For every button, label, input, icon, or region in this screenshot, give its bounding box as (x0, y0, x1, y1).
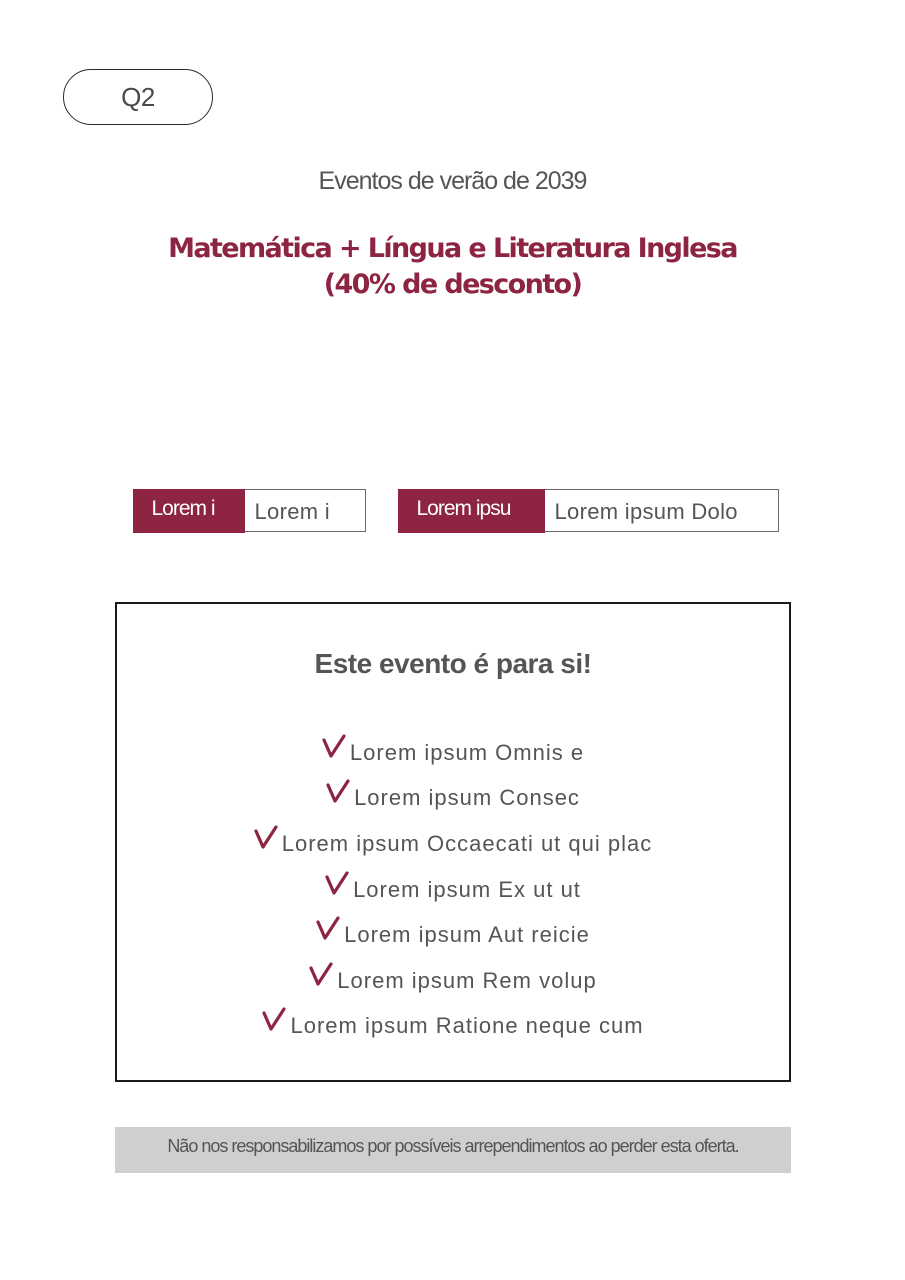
checklist-item-text: Lorem ipsum Ratione neque cum (290, 1013, 644, 1039)
checklist-item-text: Lorem ipsum Rem volup (337, 967, 597, 993)
audience-box-title: Este evento é para si! (314, 648, 592, 679)
checklist-item-text: Lorem ipsum Occaecati ut qui plac (281, 830, 653, 856)
checklist-item (117, 776, 789, 822)
checkmark-icon (316, 916, 340, 942)
checklist-item-text: Lorem ipsum Omnis e (349, 739, 585, 765)
checklist-item-text: Lorem ipsum Aut reicie (344, 922, 590, 948)
checklist-item-text: Lorem ipsum Ex ut ut (353, 876, 581, 902)
disclaimer-banner (115, 1127, 791, 1173)
checklist-item (117, 1004, 789, 1050)
info-tag-2-label: Lorem ipsu (398, 489, 545, 533)
quarter-badge: Q2 (63, 69, 213, 125)
checklist (117, 730, 789, 1049)
checklist-item (117, 730, 789, 776)
checkmark-icon (254, 825, 278, 851)
checkmark-icon (322, 734, 346, 760)
event-title (100, 231, 805, 303)
event-title-line-1: Matemática + Língua e Literatura Inglesa (168, 233, 737, 264)
audience-box (115, 602, 791, 1082)
info-tag-1-label: Lorem i (133, 489, 245, 533)
checkmark-icon (326, 779, 350, 805)
event-subtitle: Eventos de verão de 2039 (318, 167, 587, 195)
info-tag-1-value: Lorem i (254, 499, 330, 524)
checklist-item (117, 867, 789, 913)
checklist-item (117, 958, 789, 1004)
checklist-item (117, 912, 789, 958)
event-title-line-2: (40% de desconto) (323, 269, 582, 300)
checkmark-icon (262, 1007, 286, 1033)
info-tag-2-value: Lorem ipsum Dolo (554, 499, 738, 524)
checklist-item-text: Lorem ipsum Consec (354, 785, 580, 811)
info-tag-2 (398, 489, 779, 532)
info-tag-1 (133, 489, 366, 532)
checklist-item (117, 821, 789, 867)
disclaimer-text: Não nos responsabilizamos por possíveis arrependimentos ao perder esta oferta. (167, 1135, 739, 1156)
checkmark-icon (309, 962, 333, 988)
checkmark-icon (325, 871, 349, 897)
